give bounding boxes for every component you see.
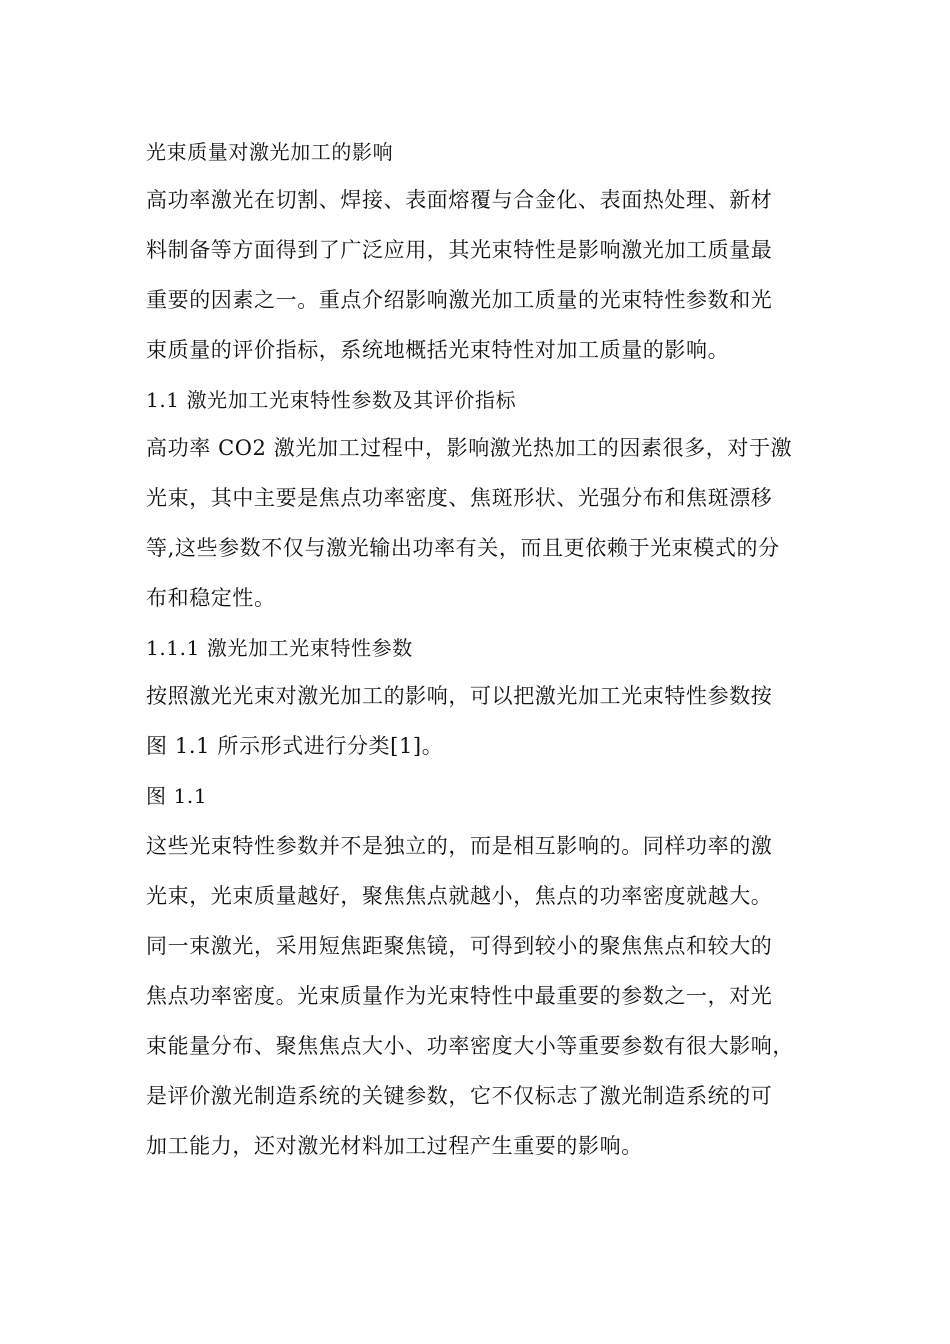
paragraph-2-line-1: 高功率 CO2 激光加工过程中，影响激光热加工的因素很多，对于激 — [146, 436, 793, 460]
paragraph-4-line-3: 同一束激光，采用短焦距聚焦镜，可得到较小的聚焦焦点和较大的 — [146, 934, 773, 958]
paragraph-4-line-1: 这些光束特性参数并不是独立的，而是相互影响的。同样功率的激 — [146, 834, 773, 858]
paragraph-2-line-2: 光束，其中主要是焦点功率密度、焦斑形状、光强分布和焦斑漂移 — [146, 486, 773, 510]
section-heading-1-1-1: 1.1.1 激光加工光束特性参数 — [146, 636, 413, 660]
paragraph-3-line-2: 图 1.1 所示形式进行分类[1]。 — [146, 734, 444, 758]
paragraph-4-line-5: 束能量分布、聚焦焦点大小、功率密度大小等重要参数有很大影响， — [146, 1034, 794, 1058]
paragraph-2-line-4: 布和稳定性。 — [146, 586, 276, 610]
paragraph-4-line-6: 是评价激光制造系统的关键参数，它不仅标志了激光制造系统的可 — [146, 1084, 773, 1108]
paragraph-1-line-4: 束质量的评价指标，系统地概括光束特性对加工质量的影响。 — [146, 338, 730, 362]
document-title: 光束质量对激光加工的影响 — [146, 140, 394, 164]
paragraph-1-line-1: 高功率激光在切割、焊接、表面熔覆与合金化、表面热处理、新材 — [146, 188, 773, 212]
paragraph-2-line-3: 等,这些参数不仅与激光输出功率有关，而且更依赖于光束模式的分 — [146, 536, 780, 560]
paragraph-4-line-2: 光束，光束质量越好，聚焦焦点就越小，焦点的功率密度就越大。 — [146, 884, 773, 908]
paragraph-4-line-7: 加工能力，还对激光材料加工过程产生重要的影响。 — [146, 1134, 643, 1158]
section-heading-1-1: 1.1 激光加工光束特性参数及其评价指标 — [146, 388, 517, 412]
figure-label: 图 1.1 — [146, 784, 208, 808]
paragraph-3-line-1: 按照激光光束对激光加工的影响，可以把激光加工光束特性参数按 — [146, 684, 773, 708]
paragraph-1-line-2: 料制备等方面得到了广泛应用，其光束特性是影响激光加工质量最 — [146, 238, 773, 262]
paragraph-1-line-3: 重要的因素之一。重点介绍影响激光加工质量的光束特性参数和光 — [146, 288, 773, 312]
paragraph-4-line-4: 焦点功率密度。光束质量作为光束特性中最重要的参数之一，对光 — [146, 984, 773, 1008]
